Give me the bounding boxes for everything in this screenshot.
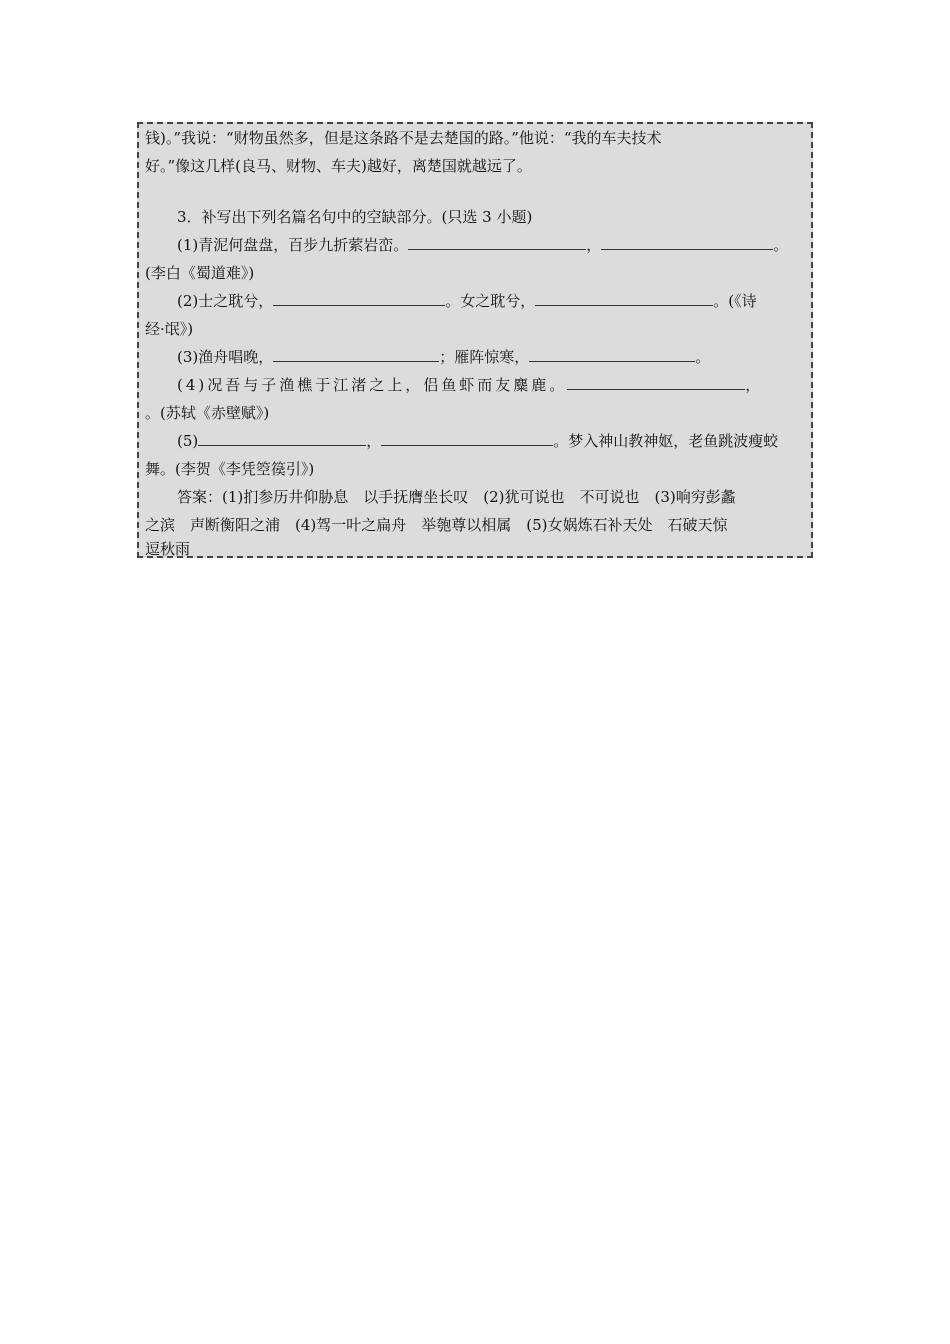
item-5-mid: ， <box>366 432 382 450</box>
content-box <box>137 122 813 558</box>
fill-blank[interactable] <box>529 343 695 362</box>
answer-text-1: 答案：(1)扪参历井仰胁息 以手抚膺坐长叹 (2)犹可说也 不可说也 (3)响穷彭蠡 <box>177 488 736 506</box>
question-item-4 <box>145 371 805 399</box>
item-1-sep2: 。 <box>773 236 789 254</box>
question-item-5-source <box>145 455 805 483</box>
question-item-4-source <box>145 399 805 427</box>
item-5-end: 。梦入神山教神妪，老鱼跳波瘦蛟 <box>553 432 779 450</box>
intro-line-2 <box>145 152 805 180</box>
item-3-mid: ；雁阵惊寒， <box>439 348 530 366</box>
question-item-1 <box>145 231 805 259</box>
item-4-end: ， <box>745 376 761 394</box>
question-item-5 <box>145 427 805 455</box>
answer-text-2: 之滨 声断衡阳之浦 (4)驾一叶之扁舟 举匏尊以相属 (5)女娲炼石补天处 石破天惊 <box>145 516 728 534</box>
fill-blank[interactable] <box>381 427 553 446</box>
item-2-end: 。(《诗 <box>713 292 757 310</box>
intro-line-1 <box>145 124 805 152</box>
item-1-source: (李白《蜀道难》) <box>145 264 255 282</box>
fill-blank[interactable] <box>567 371 745 390</box>
item-2-source: 经·氓》) <box>145 320 194 338</box>
item-3-end: 。 <box>695 348 711 366</box>
fill-blank[interactable] <box>273 287 445 306</box>
item-2-prefix: (2)士之耽兮， <box>177 292 274 310</box>
item-4-source: 。(苏轼《赤壁赋》) <box>145 404 270 422</box>
question-title-text: 3．补写出下列名篇名句中的空缺部分。(只选 3 小题) <box>177 208 533 226</box>
fill-blank[interactable] <box>198 427 366 446</box>
item-5-source: 舞。(李贺《李凭箜篌引》) <box>145 460 315 478</box>
answer-text-3: 逗秋雨 <box>145 540 191 558</box>
item-2-mid: 。女之耽兮， <box>445 292 536 310</box>
question-item-1-source <box>145 259 805 287</box>
item-1-prefix: (1)青泥何盘盘，百步九折萦岩峦。 <box>177 236 409 254</box>
question-item-2 <box>145 287 805 315</box>
question-item-3 <box>145 343 805 371</box>
fill-blank[interactable] <box>273 343 439 362</box>
fill-blank[interactable] <box>601 231 773 250</box>
question-title <box>145 203 805 231</box>
intro-text-2: 好。”像这几样(良马、财物、车夫)越好，离楚国就越远了。 <box>145 157 532 175</box>
item-4-prefix: (4)况吾与子渔樵于江渚之上，侣鱼虾而友麋鹿。 <box>177 376 568 394</box>
item-1-sep1: ， <box>586 236 602 254</box>
intro-text-1: 钱)。”我说：“财物虽然多，但是这条路不是去楚国的路。”他说：“我的车夫技术 <box>145 129 662 147</box>
answer-line-1 <box>145 483 805 511</box>
answer-line-3 <box>145 535 805 563</box>
item-3-prefix: (3)渔舟唱晚， <box>177 348 274 366</box>
fill-blank[interactable] <box>535 287 713 306</box>
fill-blank[interactable] <box>408 231 586 250</box>
item-5-prefix: (5) <box>177 432 199 450</box>
question-item-2-source <box>145 315 805 343</box>
